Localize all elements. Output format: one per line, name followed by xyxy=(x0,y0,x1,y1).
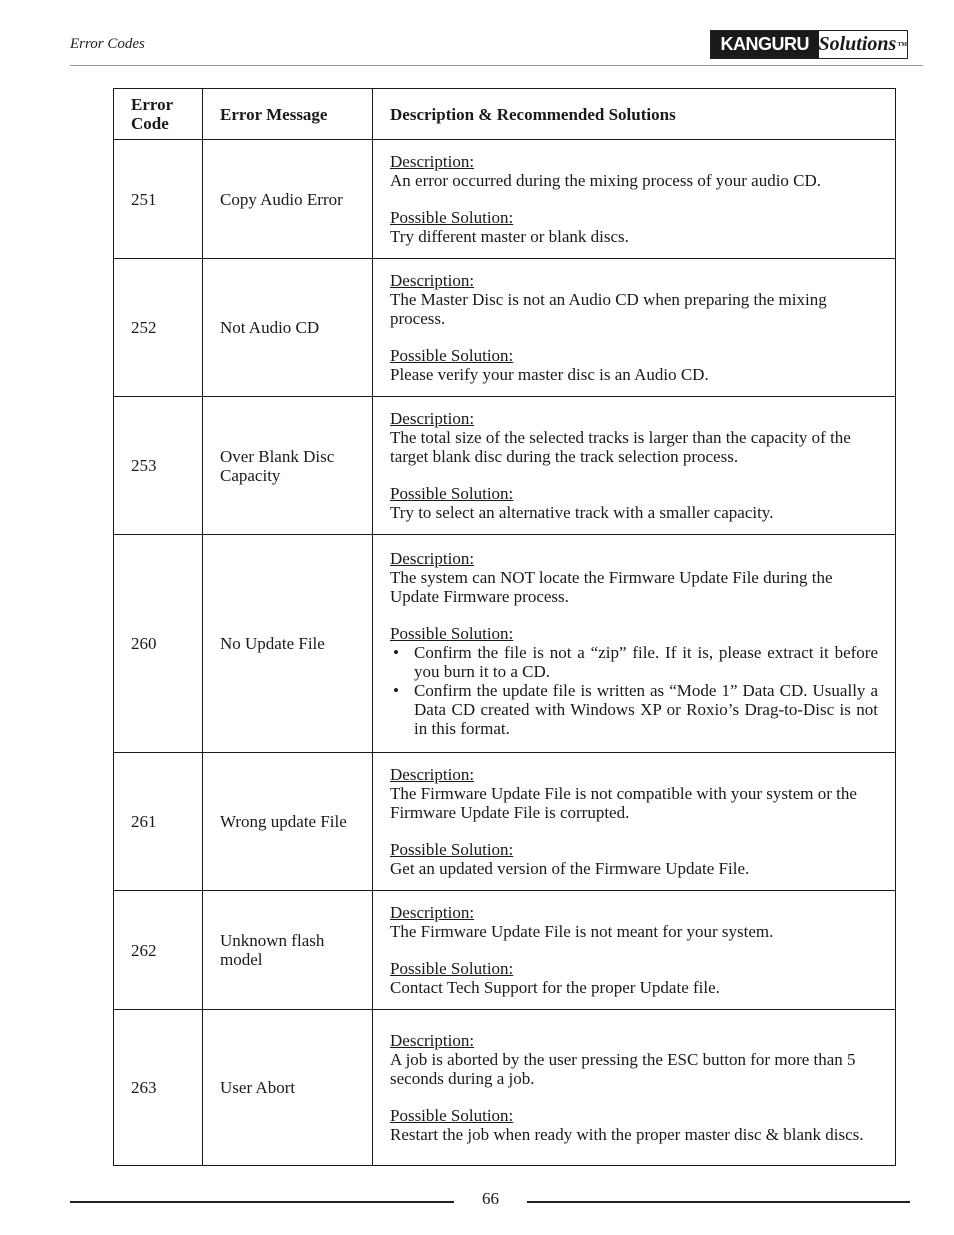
solution-text: Please verify your master disc is an Audio CD. xyxy=(390,365,709,384)
table-row xyxy=(114,397,896,535)
description-text: The system can NOT locate the Firmware Update File during the Update Firmware process. xyxy=(390,568,833,606)
error-message: User Abort xyxy=(203,1010,373,1166)
description-label: Description: xyxy=(390,765,475,784)
error-code: 251 xyxy=(114,140,203,259)
table-row xyxy=(114,753,896,891)
error-description-cell xyxy=(373,1010,896,1166)
description-label: Description: xyxy=(390,549,475,568)
footer-divider-left xyxy=(70,1201,454,1203)
solution-label: Possible Solution: xyxy=(390,1106,514,1125)
description-text: The total size of the selected tracks is larger than the capacity of the target blank disc during the track selection process. xyxy=(390,428,851,466)
error-code: 261 xyxy=(114,753,203,891)
error-message: Copy Audio Error xyxy=(203,140,373,259)
logo-sub: Solutions xyxy=(818,33,897,55)
error-description-cell xyxy=(373,891,896,1010)
page-number: 66 xyxy=(482,1189,499,1208)
description-text: An error occurred during the mixing process of your audio CD. xyxy=(390,171,822,190)
solution-label: Possible Solution: xyxy=(390,959,514,978)
error-message: Wrong update File xyxy=(203,753,373,891)
description-text: The Firmware Update File is not compatible with your system or the Firmware Update File is corrupted. xyxy=(390,784,857,822)
description-label: Description: xyxy=(390,152,475,171)
solution-text: Try different master or blank discs. xyxy=(390,227,629,246)
error-message: Over Blank Disc Capacity xyxy=(203,397,373,535)
header-description: Description & Recommended Solutions xyxy=(373,89,896,140)
solution-bullet: • Confirm the update file is written as “Mode 1” Data CD. Usually a Data CD created with Windows XP or Roxio’s Drag-to-Disc is not in this format. xyxy=(390,681,878,738)
error-description-cell xyxy=(373,140,896,259)
error-code: 252 xyxy=(114,259,203,397)
table-header-row xyxy=(114,89,896,140)
description-label: Description: xyxy=(390,409,475,428)
error-description-cell xyxy=(373,753,896,891)
solution-label: Possible Solution: xyxy=(390,840,514,859)
error-code: 260 xyxy=(114,535,203,753)
description-text: The Firmware Update File is not meant for your system. xyxy=(390,922,774,941)
table-row xyxy=(114,259,896,397)
error-code: 263 xyxy=(114,1010,203,1166)
error-codes-table xyxy=(113,88,896,1166)
header-error-code: Error Code xyxy=(114,89,203,140)
description-label: Description: xyxy=(390,1031,475,1050)
header-divider xyxy=(70,65,923,66)
error-code: 253 xyxy=(114,397,203,535)
logo-brand: KANGURU xyxy=(711,31,819,58)
table-row xyxy=(114,1010,896,1166)
solution-text: Restart the job when ready with the proper master disc & blank discs. xyxy=(390,1125,864,1144)
solution-label: Possible Solution: xyxy=(390,484,514,503)
solution-text: Try to select an alternative track with a smaller capacity. xyxy=(390,503,774,522)
description-text: The Master Disc is not an Audio CD when preparing the mixing process. xyxy=(390,290,827,328)
header-error-message: Error Message xyxy=(203,89,373,140)
table-row xyxy=(114,891,896,1010)
error-message: Unknown flash model xyxy=(203,891,373,1010)
table-row xyxy=(114,140,896,259)
footer-divider-right xyxy=(527,1201,910,1203)
solution-bullet: • Confirm the file is not a “zip” file. If it is, please extract it before you burn it to a CD. xyxy=(390,643,878,681)
section-title: Error Codes xyxy=(70,36,145,52)
error-message: Not Audio CD xyxy=(203,259,373,397)
error-code: 262 xyxy=(114,891,203,1010)
solution-text: Contact Tech Support for the proper Update file. xyxy=(390,978,720,997)
error-description-cell xyxy=(373,259,896,397)
solution-label: Possible Solution: xyxy=(390,346,514,365)
logo-tm: TM xyxy=(897,41,907,48)
solution-label: Possible Solution: xyxy=(390,208,514,227)
description-text: A job is aborted by the user pressing the ESC button for more than 5 seconds during a job. xyxy=(390,1050,856,1088)
table-row xyxy=(114,535,896,753)
solution-text: Get an updated version of the Firmware Update File. xyxy=(390,859,750,878)
error-description-cell xyxy=(373,397,896,535)
description-label: Description: xyxy=(390,903,475,922)
solution-label: Possible Solution: xyxy=(390,624,514,643)
solution-bullet-list xyxy=(390,643,878,738)
error-message: No Update File xyxy=(203,535,373,753)
error-description-cell xyxy=(373,535,896,753)
kanguru-logo xyxy=(710,30,908,59)
description-label: Description: xyxy=(390,271,475,290)
